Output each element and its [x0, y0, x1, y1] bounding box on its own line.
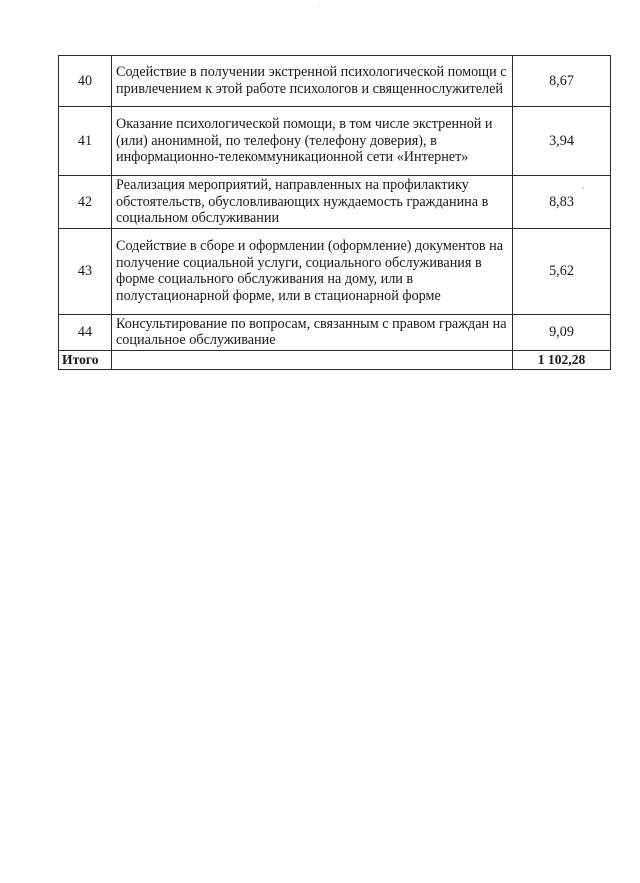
service-description: Реализация мероприятий, направленных на профилактику обстоятельств, обусловливающих нуждаемость гражданина в социальном обслуживании — [112, 176, 513, 229]
row-number: 43 — [59, 228, 112, 314]
scan-speck — [582, 187, 584, 189]
scan-speck — [319, 6, 320, 7]
table-row — [59, 107, 611, 176]
service-value: 8,83 — [513, 176, 611, 229]
service-description: Консультирование по вопросам, связанным с правом граждан на социальное обслуживание — [112, 314, 513, 350]
row-number: 41 — [59, 107, 112, 176]
service-description: Содействие в сборе и оформлении (оформление) документов на получение социальной услуги, социального обслуживания в форме социального обслуживания на дому, или в полустационарной форме, или в стационарной форме — [112, 228, 513, 314]
service-value: 9,09 — [513, 314, 611, 350]
row-number: 42 — [59, 176, 112, 229]
table-row — [59, 176, 611, 229]
total-label: Итого — [59, 350, 112, 369]
table-row — [59, 314, 611, 350]
row-number: 44 — [59, 314, 112, 350]
service-description: Оказание психологической помощи, в том числе экстренной и (или) анонимной, по телефону (телефону доверия), в информационно-телекоммуникационной сети «Интернет» — [112, 107, 513, 176]
total-row — [59, 350, 611, 369]
table-row — [59, 228, 611, 314]
service-value: 3,94 — [513, 107, 611, 176]
table-row — [59, 56, 611, 107]
total-description — [112, 350, 513, 369]
row-number: 40 — [59, 56, 112, 107]
service-value: 5,62 — [513, 228, 611, 314]
services-table — [58, 55, 611, 370]
service-value: 8,67 — [513, 56, 611, 107]
total-value: 1 102,28 — [513, 350, 611, 369]
service-description: Содействие в получении экстренной психологической помощи с привлечением к этой работе психологов и священнослужителей — [112, 56, 513, 107]
